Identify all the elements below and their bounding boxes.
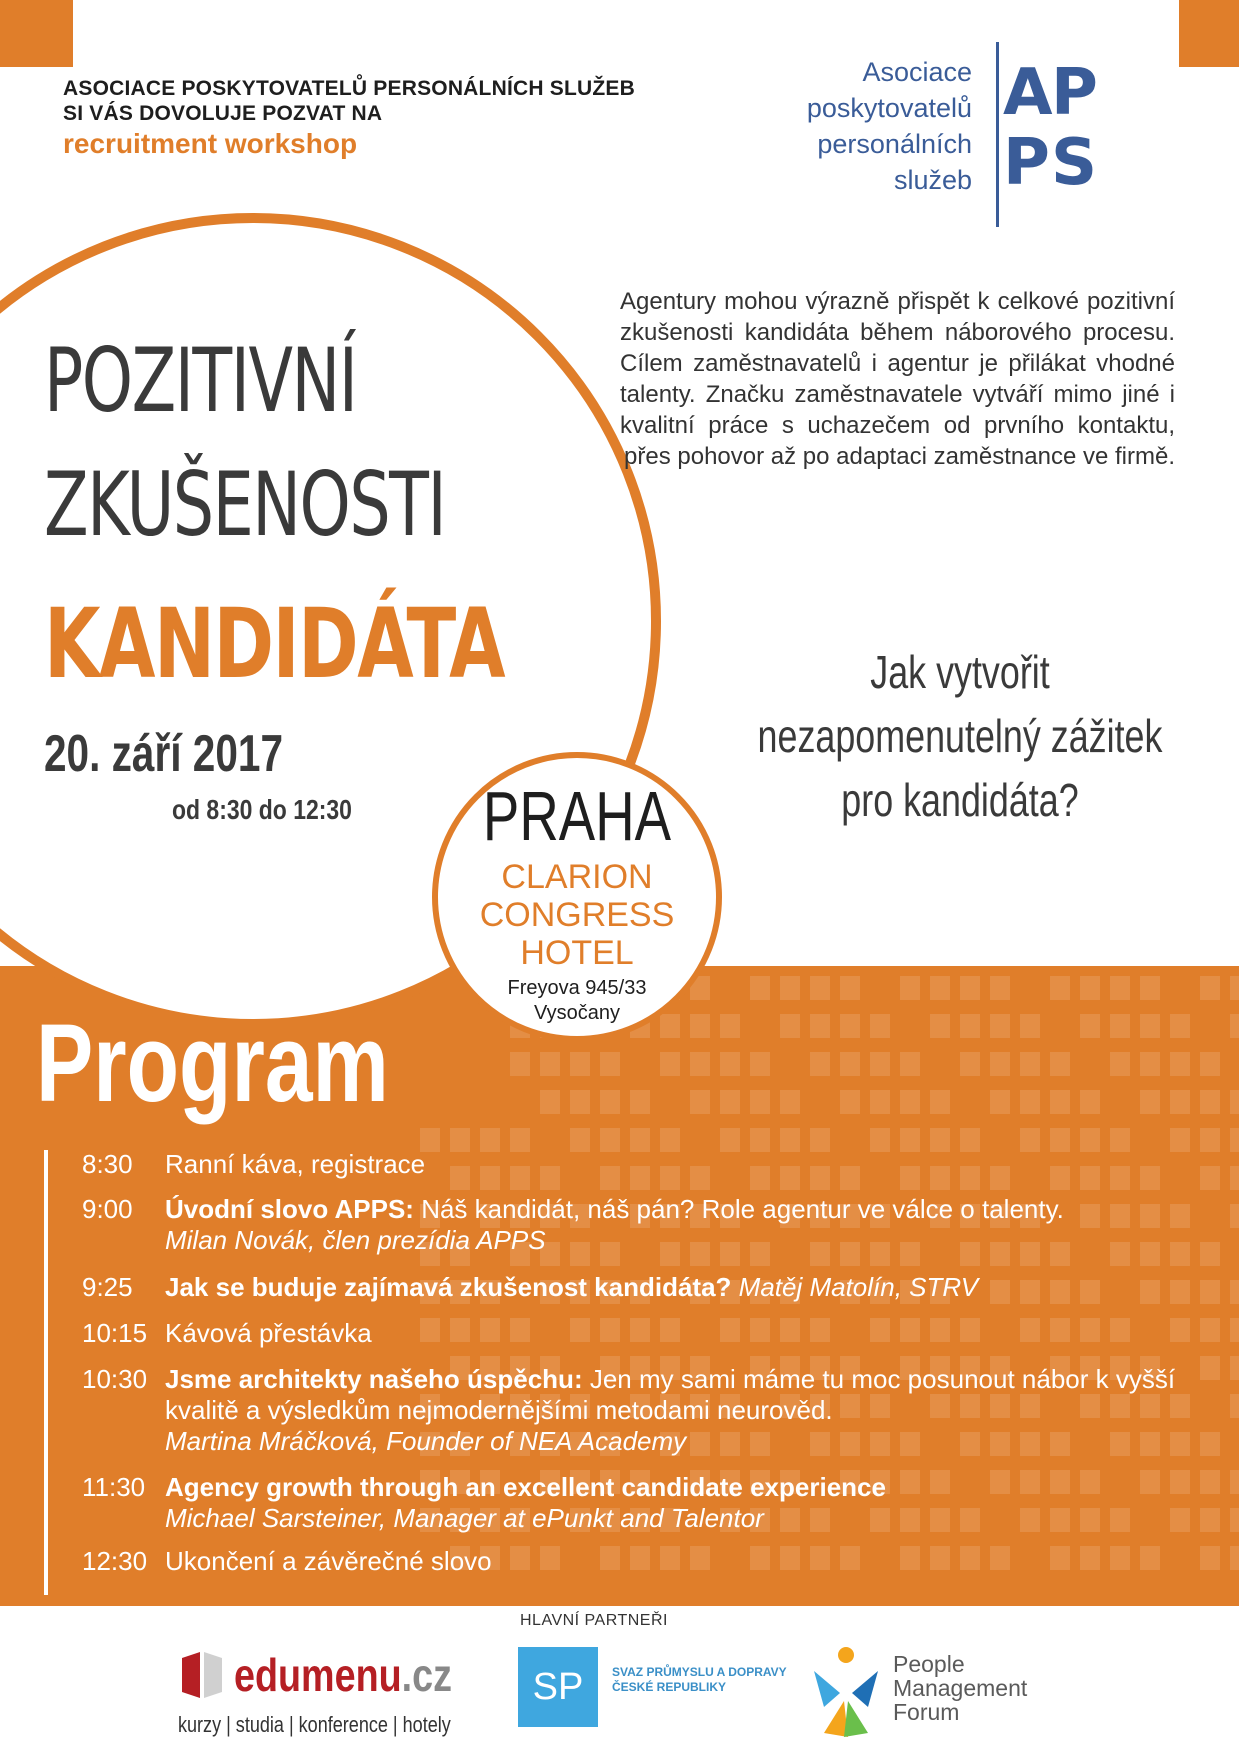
corner-decoration-right: [1179, 0, 1239, 67]
band-pattern-square: [1170, 1052, 1190, 1076]
program-item-time: 8:30: [82, 1149, 133, 1179]
program-item-title: Agency growth through an excellent candidate experience: [165, 1472, 886, 1502]
band-pattern-square: [1110, 1014, 1130, 1038]
band-pattern-square: [1050, 1090, 1070, 1114]
band-pattern-square: [540, 1090, 560, 1114]
sp-text-line: ČESKÉ REPUBLIKY: [612, 1680, 727, 1694]
band-pattern-square: [1140, 1052, 1160, 1076]
band-pattern-square: [1230, 1394, 1239, 1418]
band-pattern-square: [720, 1052, 740, 1076]
headline-question: [690, 640, 1230, 832]
apps-name-line: služeb: [893, 165, 972, 195]
venue-hotel-line: CONGRESS: [479, 896, 675, 934]
apps-mark-letter: A: [1003, 56, 1053, 130]
book-icon: [178, 1650, 226, 1700]
band-pattern-square: [960, 1014, 980, 1038]
question-line-1: Jak vytvořit: [870, 646, 1050, 698]
invitation-header: [63, 76, 663, 160]
band-pattern-square: [930, 1014, 950, 1038]
event-date: 20. září 2017: [44, 725, 284, 783]
program-item-body: [165, 1318, 1215, 1349]
program-item-body: [165, 1149, 1215, 1180]
program-item-time: 10:30: [82, 1364, 148, 1394]
band-pattern-square: [660, 1052, 680, 1076]
band-pattern-square: [600, 1090, 620, 1114]
band-pattern-square: [1050, 1052, 1070, 1076]
band-pattern-square: [1020, 1052, 1040, 1076]
band-pattern-square: [1230, 1204, 1239, 1228]
apps-mark-letter: P: [1051, 56, 1098, 130]
band-pattern-square: [720, 1014, 740, 1038]
band-pattern-square: [1080, 1090, 1100, 1114]
venue-city: PRAHA: [482, 777, 672, 855]
band-pattern-square: [1230, 1546, 1239, 1570]
band-pattern-square: [1080, 1014, 1100, 1038]
band-pattern-square: [930, 1090, 950, 1114]
venue-hotel-line: CLARION: [501, 858, 653, 896]
band-pattern-square: [1230, 1014, 1239, 1038]
program-item-speaker: Matěj Matolín, STRV: [731, 1272, 979, 1302]
band-pattern-square: [1140, 976, 1160, 1000]
edumenu-tagline: kurzy | studia | konference | hotely: [178, 1712, 451, 1737]
venue-address-district: Vysočany: [534, 1002, 620, 1024]
band-pattern-square: [1020, 1014, 1040, 1038]
band-pattern-square: [1080, 976, 1100, 1000]
apps-logo-divider: [996, 42, 999, 227]
band-pattern-square: [540, 1052, 560, 1076]
program-item-title: Úvodní slovo APPS:: [165, 1194, 414, 1224]
band-pattern-square: [1230, 1090, 1239, 1114]
venue-hotel: [438, 858, 716, 972]
band-pattern-square: [900, 1052, 920, 1076]
title-line-2: ZKUŠENOSTI: [44, 453, 446, 556]
partners-label: HLAVNÍ PARTNEŘI: [520, 1612, 668, 1629]
band-pattern-square: [810, 1052, 830, 1076]
apps-logo-text: [740, 54, 972, 198]
edumenu-name-text: edumenu: [234, 1649, 402, 1701]
venue-address-street: Freyova 945/33: [507, 977, 647, 999]
program-item-body: [165, 1364, 1215, 1457]
program-item-title: Jsme architekty našeho úspěchu:: [165, 1364, 583, 1394]
sp-logo-mark: SP: [518, 1647, 598, 1727]
band-pattern-square: [1170, 1014, 1190, 1038]
event-time: od 8:30 do 12:30: [172, 794, 352, 825]
band-pattern-square: [900, 1090, 920, 1114]
band-pattern-square: [1230, 1356, 1239, 1380]
header-line-3: recruitment workshop: [63, 128, 358, 159]
program-item-text: Ranní káva, registrace: [165, 1149, 426, 1179]
header-line-1: ASOCIACE POSKYTOVATELŮ PERSONÁLNÍCH SLUŽEB: [63, 77, 635, 100]
pmf-logo-text: [893, 1652, 1027, 1724]
band-pattern-square: [870, 1014, 890, 1038]
apps-name-line: personálních: [817, 129, 972, 159]
band-pattern-square: [1110, 1052, 1130, 1076]
band-pattern-square: [810, 1014, 830, 1038]
pmf-logo-icon: [810, 1645, 882, 1740]
band-pattern-square: [1170, 1090, 1190, 1114]
band-pattern-square: [780, 1090, 800, 1114]
program-item-speaker: Milan Novák, člen prezídia APPS: [165, 1225, 546, 1255]
band-pattern-square: [1050, 976, 1070, 1000]
program-item-text: Náš kandidát, náš pán? Role agentur ve válce o talenty.: [413, 1194, 1064, 1224]
program-item-text: Ukončení a závěrečné slovo: [165, 1546, 492, 1576]
pmf-text-line: People: [893, 1651, 965, 1677]
band-pattern-square: [990, 1014, 1010, 1038]
band-pattern-square: [870, 1052, 890, 1076]
band-pattern-square: [600, 1052, 620, 1076]
apps-name-line: poskytovatelů: [806, 93, 972, 123]
program-item-speaker: Michael Sarsteiner, Manager at ePunkt and Talentor: [165, 1503, 764, 1533]
program-item-time: 9:25: [82, 1272, 133, 1302]
band-pattern-square: [690, 1052, 710, 1076]
band-pattern-square: [630, 1090, 650, 1114]
band-pattern-square: [810, 976, 830, 1000]
band-pattern-square: [570, 1052, 590, 1076]
band-pattern-square: [1200, 1052, 1220, 1076]
band-pattern-square: [1230, 1318, 1239, 1342]
band-pattern-square: [1230, 1166, 1239, 1190]
band-pattern-square: [1200, 976, 1220, 1000]
band-pattern-square: [990, 1090, 1010, 1114]
apps-mark-letter: P: [1003, 126, 1050, 196]
venue-hotel-line: HOTEL: [520, 934, 634, 972]
program-item-text: Jen my sami máme tu moc posunout nábor k vyšší kvalitě a výsledkům nejmodernějšími metodami neurověd.: [165, 1364, 1176, 1425]
pmf-text-line: Forum: [893, 1699, 960, 1725]
program-item-body: [165, 1472, 1215, 1534]
title-line-1: POZITIVNÍ: [44, 329, 357, 432]
venue-address: [438, 976, 716, 1026]
band-pattern-square: [720, 1090, 740, 1114]
band-pattern-square: [990, 1052, 1010, 1076]
band-pattern-square: [960, 976, 980, 1000]
header-line-2: SI VÁS DOVOLUJE POZVAT NA: [63, 102, 383, 125]
band-pattern-square: [510, 1052, 530, 1076]
apps-mark-letter: S: [1051, 126, 1098, 196]
question-line-2: nezapomenutelný zážitek: [757, 710, 1163, 762]
band-pattern-square: [840, 1052, 860, 1076]
edumenu-tld: .cz: [401, 1649, 452, 1701]
band-pattern-square: [750, 1052, 770, 1076]
title-line-3: KANDIDÁTA: [44, 588, 505, 700]
band-pattern-square: [840, 1014, 860, 1038]
question-line-3: pro kandidáta?: [841, 774, 1079, 826]
program-item-body: [165, 1546, 1215, 1577]
edumenu-logo: [178, 1650, 468, 1745]
program-item-time: 12:30: [82, 1546, 148, 1576]
band-pattern-square: [1230, 976, 1239, 1000]
band-pattern-square: [1230, 1508, 1239, 1532]
apps-name-line: Asociace: [862, 57, 972, 87]
band-pattern-square: [930, 976, 950, 1000]
sp-logo-text: [612, 1665, 792, 1695]
band-pattern-square: [960, 1052, 980, 1076]
band-pattern-square: [900, 976, 920, 1000]
program-item-time: 11:30: [82, 1472, 146, 1502]
band-pattern-square: [690, 1090, 710, 1114]
band-pattern-square: [750, 976, 770, 1000]
band-pattern-square: [1230, 1280, 1239, 1304]
band-pattern-square: [1020, 1090, 1040, 1114]
program-title: Program: [36, 1002, 389, 1125]
program-timeline-rule: [44, 1150, 48, 1595]
band-pattern-square: [1110, 976, 1130, 1000]
band-pattern-square: [1140, 1014, 1160, 1038]
band-pattern-square: [780, 976, 800, 1000]
band-pattern-square: [990, 976, 1010, 1000]
band-pattern-square: [1230, 1470, 1239, 1494]
band-pattern-square: [570, 1090, 590, 1114]
program-item-body: [165, 1272, 1215, 1303]
band-pattern-square: [1230, 1128, 1239, 1152]
band-pattern-square: [840, 976, 860, 1000]
band-pattern-square: [750, 1090, 770, 1114]
program-item-speaker: Martina Mráčková, Founder of NEA Academy: [165, 1426, 687, 1456]
corner-decoration-left: [0, 0, 73, 67]
program-item-time: 9:00: [82, 1194, 133, 1224]
edumenu-name: [234, 1650, 452, 1700]
band-pattern-square: [870, 1090, 890, 1114]
band-pattern-square: [1200, 1090, 1220, 1114]
program-item-title: Jak se buduje zajímavá zkušenost kandidáta?: [165, 1272, 732, 1302]
intro-paragraph: Agentury mohou výrazně přispět k celkové pozitivní zkušenosti kandidáta během náborového procesu. Cílem zaměstnavatelů i agentur je přilákat vhodné talenty. Značku zaměstnavatele vytváří mimo jiné i kvalitní práce s uchazečem od prvního kontaktu, přes pohovor až po adaptaci zaměstnance ve firmě.: [620, 288, 1175, 470]
pmf-text-line: Management: [893, 1675, 1028, 1701]
program-item-time: 10:15: [82, 1318, 148, 1348]
program-item-body: [165, 1194, 1215, 1256]
venue-circle: [432, 752, 722, 1042]
band-pattern-square: [780, 1014, 800, 1038]
band-pattern-square: [1140, 1090, 1160, 1114]
apps-logo-mark: [1003, 56, 1103, 196]
band-pattern-square: [840, 1090, 860, 1114]
program-item-text: Kávová přestávka: [165, 1318, 372, 1348]
sp-text-line: SVAZ PRŮMYSLU A DOPRAVY: [612, 1665, 787, 1679]
